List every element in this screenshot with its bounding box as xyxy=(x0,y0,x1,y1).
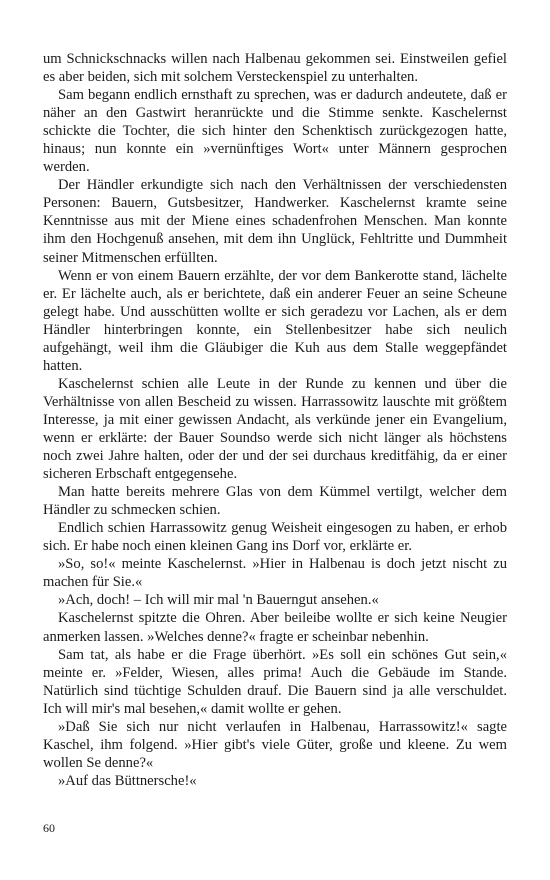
body-text xyxy=(43,50,507,790)
paragraph: Sam tat, als habe er die Frage überhört. »Es soll ein schönes Gut sein,« meinte er. »Felder, Wiesen, alles prima! Auch die Gebäude im Stande. Natürlich sind tüchtige Schulden drauf. Die Bauern sind ja alle verschuldet. Ich will mir's mal besehen,« damit wollte er gehen. xyxy=(43,646,507,717)
paragraph: »Ach, doch! – Ich will mir mal 'n Bauerngut ansehen.« xyxy=(58,592,379,609)
paragraph: Kaschelernst spitzte die Ohren. Aber beileibe wollte er sich keine Neugier anmerken lassen. »Welches denne?« fragte er scheinbar nebenhin. xyxy=(43,610,507,645)
paragraph: Sam begann endlich ernsthaft zu sprechen, was er dadurch andeutete, daß er näher an den Gastwirt heranrückte und die Stimme senkte. Kaschelernst schickte die Tochter, die sich hinter den Schenktisch zurückgezogen hatte, hinaus; nun konnte ein »vernünftiges Wort« unter Männern gesprochen werden. xyxy=(43,87,507,176)
page-number: 60 xyxy=(43,821,55,835)
paragraph: um Schnickschnacks willen nach Halbenau gekommen sei. Einstweilen gefiel es aber beiden, sich mit solchem Versteckenspiel zu unterhalten. xyxy=(43,51,507,86)
paragraph: »Daß Sie sich nur nicht verlaufen in Halbenau, Harrassowitz!« sagte Kaschel, ihm folgend. »Hier gibt's viele Güter, große und kleene. Zu wem wollen Se denne?« xyxy=(43,718,507,771)
paragraph: Kaschelernst schien alle Leute in der Runde zu kennen und über die Verhältnisse von allen Bescheid zu wissen. Harrassowitz lauschte mit größtem Interesse, ja mit einer gewissen Andacht, als verkünde jener ein Evangelium, wenn er erklärte: der Bauer Soundso werde sich nicht länger als höchstens noch zwei Jahre halten, oder der und der sei durchaus kreditfähig, da er einer sicheren Erbschaft entgegensehe. xyxy=(43,375,507,483)
paragraph: »So, so!« meinte Kaschelernst. »Hier in Halbenau is doch jetzt nischt zu machen für Sie.« xyxy=(43,556,507,591)
paragraph: Man hatte bereits mehrere Glas von dem Kümmel vertilgt, welcher dem Händler zu schmecken schien. xyxy=(43,484,507,519)
paragraph: Der Händler erkundigte sich nach den Verhältnissen der verschiedensten Personen: Bauern, Gutsbesitzer, Handwerker. Kaschelernst kramte seine Kenntnisse aus mit der Miene eines schadenfrohen Menschen. Man konnte ihm den Hochgenuß ansehen, mit dem ihn Unglück, Fehltritte und Dummheit seiner Mitmenschen erfüllten. xyxy=(43,177,507,266)
paragraph: Endlich schien Harrassowitz genug Weisheit eingesogen zu haben, er erhob sich. Er habe noch einen kleinen Gang ins Dorf vor, erklärte er. xyxy=(43,520,507,555)
paragraph: Wenn er von einem Bauern erzählte, der vor dem Bankerotte stand, lächelte er. Er lächelte auch, als er berichtete, daß ein anderer Feuer an seine Scheune gelegt habe. Und ausschütten wollte er sich geradezu vor Lachen, als er dem Händler hinterbringen konnte, ein Stellenbesitzer habe sich neulich aufgehängt, weil ihm die Gläubiger die Kuh aus dem Stalle weggepfändet hatten. xyxy=(43,267,507,374)
paragraph: »Auf das Büttnersche!« xyxy=(58,772,197,789)
